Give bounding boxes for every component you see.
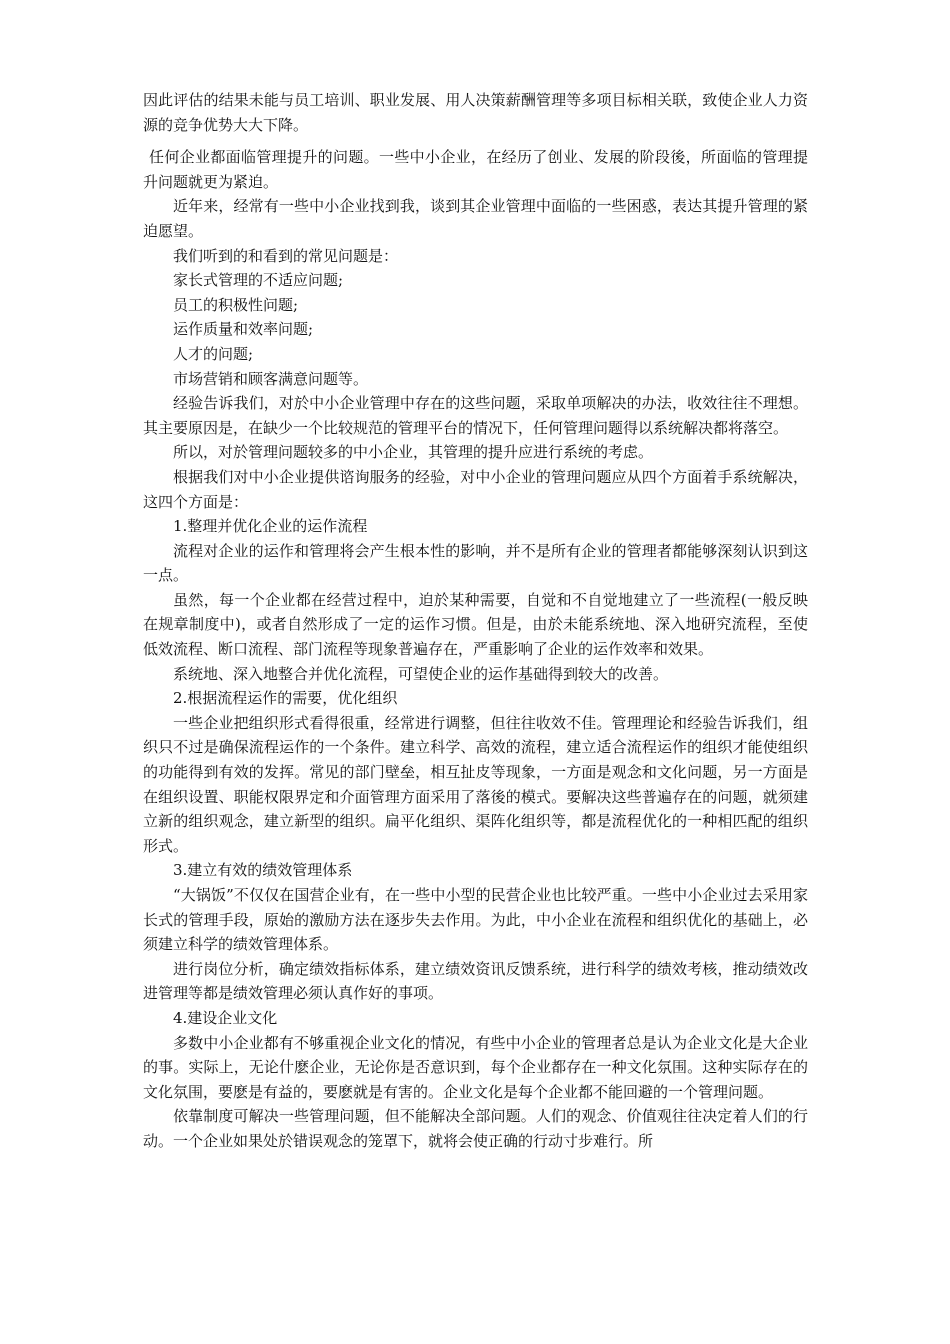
paragraph-corporate-culture: 多数中小企业都有不够重视企业文化的情况，有些中小企业的管理者总是认为企业文化是大企业的事。实际上，无论什麽企业，无论你是否意识到，每个企业都存在一种文化氛围。这种实际存在的文化氛围，要麽是有益的，要麽就是有害的。企业文化是每个企业都不能回避的一个管理问题。	[143, 1033, 808, 1101]
paragraph-process-integration: 系统地、深入地整合并优化流程，可望使企业的运作基础得到较大的改善。	[173, 664, 669, 683]
section-heading-1: 1.整理并优化企业的运作流程	[173, 517, 368, 536]
paragraph-organization: 一些企业把组织形式看得很重，经常进行调整，但往往收效不佳。管理理论和经验告诉我们，组织只不过是确保流程运作的一个条件。建立科学、高效的流程，建立适合流程运作的组织才能使组织的功能得到有效的发挥。常见的部门壁垒，相互扯皮等现象，一方面是观念和文化问题，另一方面是在组织设置、职能权限界定和介面管理方面采用了落後的模式。要解决这些普遍存在的问题，就须建立新的组织观念，建立新型的组织。扁平化组织、渠阵化组织等，都是流程优化的一种相匹配的组织形式。	[143, 713, 808, 855]
paragraph-common-problems-intro: 我们听到的和看到的常见问题是：	[173, 246, 399, 265]
document-page	[143, 88, 808, 1154]
section-heading-3: 3.建立有效的绩效管理体系	[173, 861, 353, 880]
paragraph-big-pot: “大锅饭”不仅仅在国营企业有，在一些中小型的民营企业也比较严重。一些中小企业过去采用家长式的管理手段，原始的激励方法在逐步失去作用。为此，中小企业在流程和组织优化的基础上，必须建立科学的绩效管理体系。	[143, 886, 808, 954]
paragraph-process-habits: 虽然，每一个企业都在经营过程中，迫於某种需要，自觉和不自觉地建立了一些流程(一般反映在规章制度中)，或者自然形成了一定的运作习惯。但是，由於未能系统地、深入地研究流程，至使低效流程、断口流程、部门流程等现象普遍存在，严重影响了企业的运作效率和效果。	[143, 590, 808, 659]
paragraph-evaluation-result: 因此评估的结果未能与员工培训、职业发展、用人决策薪酬管理等多项目标相关联，致使企业人力资源的竞争优势大大下降。	[143, 91, 808, 134]
paragraph-four-aspects: 根据我们对中小企业提供谘询服务的经验，对中小企业的管理问题应从四个方面着手系统解决，这四个方面是：	[143, 467, 808, 511]
paragraph-recent-years: 近年来，经常有一些中小企业找到我，谈到其企业管理中面临的一些困惑，表达其提升管理的紧迫愿望。	[143, 197, 808, 240]
paragraph-performance-items: 进行岗位分析，确定绩效指标体系，建立绩效资讯反馈系统，进行科学的绩效考核，推动绩效改进管理等都是绩效管理必须认真作好的事项。	[143, 959, 808, 1003]
list-item-employee-motivation: 员工的积极性问题;	[173, 295, 299, 314]
paragraph-rules-and-values: 依靠制度可解决一些管理问题，但不能解决全部问题。人们的观念、价值观往往决定着人们的行动。一个企业如果处於错误观念的笼罩下，就将会使正确的行动寸步难行。所	[143, 1107, 808, 1150]
paragraph-experience: 经验告诉我们，对於中小企业管理中存在的这些问题，采取单项解决的办法，收效往往不理想。其主要原因是，在缺少一个比较规范的管理平台的情况下，任何管理问题得以系统解决都将落空。	[143, 394, 808, 437]
list-item-paternalistic-management: 家长式管理的不适应问题;	[173, 271, 344, 290]
list-item-marketing-satisfaction: 市场营销和顾客满意问题等。	[173, 369, 369, 388]
paragraph-systematic-consideration: 所以，对於管理问题较多的中小企业，其管理的提升应进行系统的考虑。	[173, 443, 654, 462]
paragraph-management-improvement: 任何企业都面临管理提升的问题。一些中小企业，在经历了创业、发展的阶段後，所面临的管理提升问题就更为紧迫。	[143, 148, 808, 191]
list-item-quality-efficiency: 运作质量和效率问题;	[173, 320, 314, 339]
list-item-talent: 人才的问题;	[173, 344, 254, 363]
paragraph-process-impact: 流程对企业的运作和管理将会产生根本性的影响，并不是所有企业的管理者都能够深刻认识到这一点。	[143, 541, 808, 585]
section-heading-4: 4.建设企业文化	[173, 1008, 278, 1027]
section-heading-2: 2.根据流程运作的需要，优化组织	[173, 689, 398, 708]
